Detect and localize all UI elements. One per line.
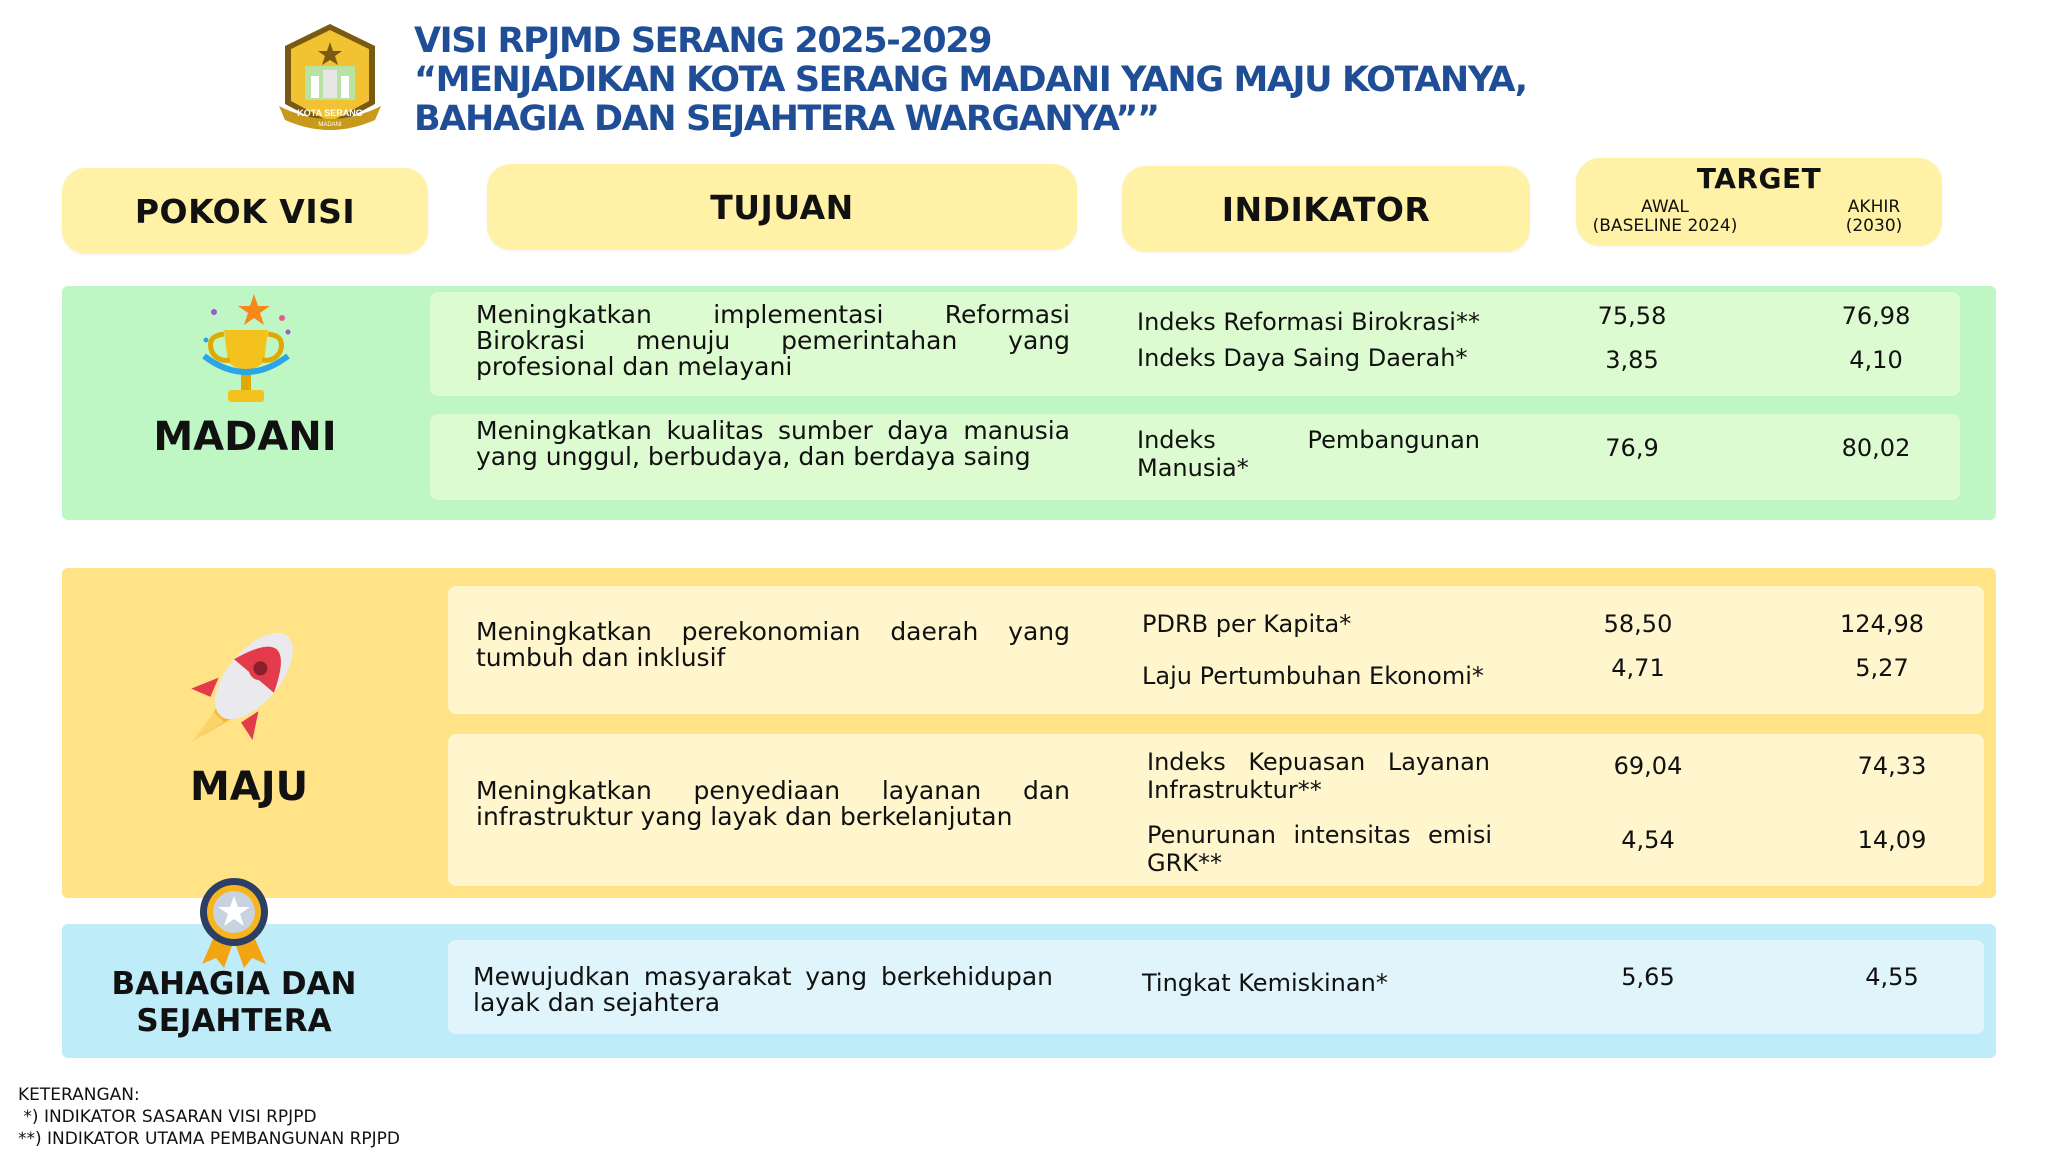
trophy-icon: [196, 292, 296, 420]
akhir-line-1: AKHIR: [1847, 197, 1901, 217]
column-header-indikator: INDIKATOR: [1122, 166, 1530, 252]
tujuan-text: Meningkatkan perekonomian daerah yang tumbuh dan inklusif: [476, 617, 1070, 672]
title-line-1: VISI RPJMD SERANG 2025-2029: [414, 21, 992, 61]
rocket-icon: [184, 616, 310, 748]
target-akhir-value: 76,98: [1841, 302, 1911, 330]
title-line-2: “MENJADIKAN KOTA SERANG MADANI YANG MAJU KOTANYA,: [414, 60, 1527, 100]
target-akhir-value: 4,10: [1849, 346, 1903, 374]
notes-heading: KETERANGAN:: [18, 1085, 140, 1105]
target-akhir-value: 80,02: [1841, 434, 1911, 462]
awal-label: [1590, 198, 1740, 236]
akhir-line-2: (2030): [1845, 216, 1903, 236]
target-awal-value: 3,85: [1605, 346, 1659, 374]
page-title: [414, 22, 1527, 139]
indicator-name: Indeks Kepuasan Layanan Infrastruktur**: [1147, 748, 1490, 804]
column-header-pokok-visi: POKOK VISI: [62, 168, 428, 254]
medal-icon: [194, 876, 274, 968]
target-akhir-value: 124,98: [1840, 610, 1924, 638]
tujuan-text: Meningkatkan implementasi Reformasi Birokrasi menuju pemerintahan yang profesional dan melayani: [476, 300, 1070, 381]
target-awal-value: 69,04: [1613, 752, 1683, 780]
pillar-bahagia-sejahtera: [84, 966, 384, 1040]
indicator-name: PDRB per Kapita*: [1142, 610, 1352, 638]
column-header-tujuan: TUJUAN: [487, 164, 1077, 250]
tujuan-text: Meningkatkan penyediaan layanan dan infrastruktur yang layak dan berkelanjutan: [476, 776, 1070, 831]
indicator-name: Indeks Reformasi Birokrasi**: [1137, 308, 1480, 336]
target-awal-value: 4,71: [1611, 654, 1665, 682]
target-awal-value: 4,54: [1621, 826, 1675, 854]
target-akhir-value: 5,27: [1855, 654, 1909, 682]
tujuan-text: Mewujudkan masyarakat yang berkehidupan layak dan sejahtera: [473, 962, 1053, 1017]
notes-line-2: **) INDIKATOR UTAMA PEMBANGUNAN RPJPD: [18, 1129, 401, 1149]
pillar-madani: MADANI: [153, 414, 337, 460]
column-header-target: [1576, 158, 1942, 246]
tujuan-text: Meningkatkan kualitas sumber daya manusia yang unggul, berbudaya, dan berdaya saing: [476, 416, 1070, 471]
pillar-maju: MAJU: [189, 764, 309, 810]
target-akhir-value: 4,55: [1865, 963, 1919, 991]
target-awal-value: 5,65: [1621, 963, 1675, 991]
svg-text:MADANI: MADANI: [318, 122, 342, 128]
target-awal-value: 76,9: [1605, 434, 1659, 462]
target-label: TARGET: [1696, 162, 1822, 195]
svg-text:KOTA SERANG: KOTA SERANG: [297, 108, 363, 118]
kota-serang-logo: [275, 20, 385, 138]
notes-line-1: *) INDIKATOR SASARAN VISI RPJPD: [18, 1107, 317, 1127]
awal-line-2: (BASELINE 2024): [1592, 216, 1738, 236]
target-akhir-value: 14,09: [1857, 826, 1927, 854]
akhir-label: [1826, 198, 1922, 236]
target-awal-value: 58,50: [1603, 610, 1673, 638]
title-line-3: BAHAGIA DAN SEJAHTERA WARGANYA””: [414, 99, 1159, 139]
target-akhir-value: 74,33: [1857, 752, 1927, 780]
awal-line-1: AWAL: [1641, 197, 1689, 217]
target-awal-value: 75,58: [1597, 302, 1667, 330]
pillar-label-line-1: BAHAGIA DAN: [111, 966, 357, 1002]
indicator-name: Penurunan intensitas emisi GRK**: [1147, 821, 1492, 877]
indicator-name: Indeks Pembangunan Manusia*: [1137, 426, 1480, 482]
pillar-label-line-2: SEJAHTERA: [136, 1003, 332, 1039]
indicator-name: Indeks Daya Saing Daerah*: [1137, 344, 1468, 372]
indicator-name: Tingkat Kemiskinan*: [1142, 969, 1388, 997]
indicator-name: Laju Pertumbuhan Ekonomi*: [1142, 662, 1484, 690]
